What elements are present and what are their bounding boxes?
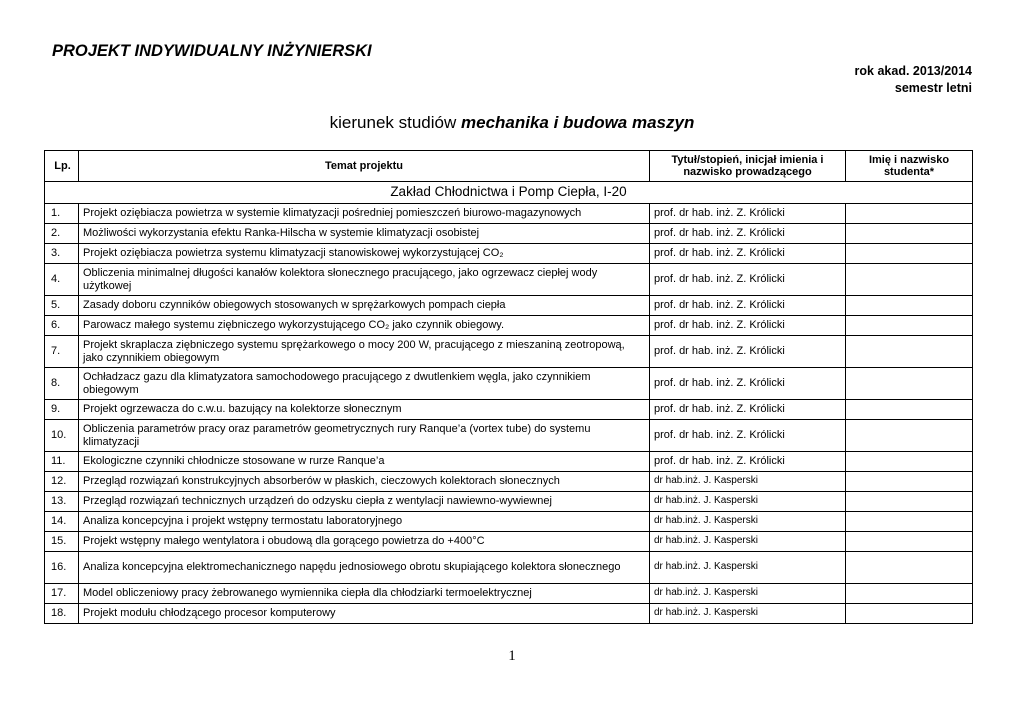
project-topic: Projekt oziębiacza powietrza systemu klimatyzacji stanowiskowej wykorzystującej CO₂ [79, 244, 650, 264]
student-name [846, 400, 973, 420]
table-row [45, 532, 973, 552]
column-header-student: Imię i nazwisko studenta* [846, 151, 973, 182]
field-of-study [0, 113, 1024, 133]
student-name [846, 552, 973, 584]
supervisor-name: prof. dr hab. inż. Z. Królicki [650, 420, 846, 452]
table-row [45, 336, 973, 368]
supervisor-name: prof. dr hab. inż. Z. Królicki [650, 368, 846, 400]
project-topic: Projekt wstępny małego wentylatora i obudową dla gorącego powietrza do +400°C [79, 532, 650, 552]
supervisor-name: dr hab.inż. J. Kasperski [650, 472, 846, 492]
project-topic: Przegląd rozwiązań technicznych urządzeń do odzysku ciepła z wentylacji nawiewno-wywiewnej [79, 492, 650, 512]
table-row [45, 512, 973, 532]
table-row [45, 204, 973, 224]
supervisor-name: prof. dr hab. inż. Z. Królicki [650, 336, 846, 368]
table-row [45, 552, 973, 584]
project-topic: Ochładzacz gazu dla klimatyzatora samochodowego pracującego z dwutlenkiem węgla, jako czynnikiem obiegowym [79, 368, 650, 400]
supervisor-name: dr hab.inż. J. Kasperski [650, 604, 846, 624]
project-topic: Parowacz małego systemu ziębniczego wykorzystującego CO₂ jako czynnik obiegowy. [79, 316, 650, 336]
student-name [846, 532, 973, 552]
row-number: 16. [45, 552, 79, 584]
field-name: mechanika i budowa maszyn [461, 113, 695, 132]
column-header-supervisor: Tytuł/stopień, inicjał imienia i nazwisko prowadzącego [650, 151, 846, 182]
row-number: 15. [45, 532, 79, 552]
project-topic: Obliczenia parametrów pracy oraz parametrów geometrycznych rury Ranque’a (vortex tube) do systemu klimatyzacji [79, 420, 650, 452]
table-body [45, 182, 973, 624]
table-row [45, 368, 973, 400]
table-row [45, 604, 973, 624]
student-name [846, 296, 973, 316]
student-name [846, 420, 973, 452]
row-number: 10. [45, 420, 79, 452]
table-row [45, 584, 973, 604]
supervisor-name: dr hab.inż. J. Kasperski [650, 552, 846, 584]
student-name [846, 224, 973, 244]
supervisor-name: dr hab.inż. J. Kasperski [650, 584, 846, 604]
student-name [846, 316, 973, 336]
row-number: 9. [45, 400, 79, 420]
project-topic: Model obliczeniowy pracy żebrowanego wymiennika ciepła dla chłodziarki termoelektrycznej [79, 584, 650, 604]
academic-info [855, 63, 972, 97]
row-number: 8. [45, 368, 79, 400]
student-name [846, 512, 973, 532]
academic-year: rok akad. 2013/2014 [854, 64, 972, 78]
project-topic: Obliczenia minimalnej długości kanałów kolektora słonecznego pracującego, jako ogrzewacz ciepłej wody użytkowej [79, 264, 650, 296]
row-number: 6. [45, 316, 79, 336]
row-number: 2. [45, 224, 79, 244]
row-number: 12. [45, 472, 79, 492]
project-topic: Ekologiczne czynniki chłodnicze stosowane w rurze Ranque’a [79, 452, 650, 472]
student-name [846, 244, 973, 264]
row-number: 7. [45, 336, 79, 368]
row-number: 13. [45, 492, 79, 512]
project-topic: Analiza koncepcyjna elektromechanicznego napędu jednosiowego obrotu skupiającego kolektora słonecznego [79, 552, 650, 584]
table-row [45, 492, 973, 512]
project-topic: Przegląd rozwiązań konstrukcyjnych absorberów w płaskich, cieczowych kolektorach słonecznych [79, 472, 650, 492]
supervisor-name: prof. dr hab. inż. Z. Królicki [650, 316, 846, 336]
row-number: 3. [45, 244, 79, 264]
row-number: 4. [45, 264, 79, 296]
project-topic: Zasady doboru czynników obiegowych stosowanych w sprężarkowych pompach ciepła [79, 296, 650, 316]
student-name [846, 368, 973, 400]
supervisor-name: prof. dr hab. inż. Z. Królicki [650, 204, 846, 224]
table-header-row [45, 151, 973, 182]
supervisor-name: dr hab.inż. J. Kasperski [650, 512, 846, 532]
project-topic: Możliwości wykorzystania efektu Ranka-Hilscha w systemie klimatyzacji osobistej [79, 224, 650, 244]
row-number: 14. [45, 512, 79, 532]
supervisor-name: prof. dr hab. inż. Z. Królicki [650, 244, 846, 264]
column-header-topic: Temat projektu [79, 151, 650, 182]
column-header-lp: Lp. [45, 151, 79, 182]
project-topic: Analiza koncepcyjna i projekt wstępny termostatu laboratoryjnego [79, 512, 650, 532]
table-row [45, 224, 973, 244]
student-name [846, 492, 973, 512]
student-name [846, 452, 973, 472]
field-prefix: kierunek studiów [329, 113, 457, 132]
student-name [846, 264, 973, 296]
student-name [846, 472, 973, 492]
supervisor-name: dr hab.inż. J. Kasperski [650, 532, 846, 552]
row-number: 11. [45, 452, 79, 472]
page-number: 1 [508, 648, 516, 664]
table-row [45, 472, 973, 492]
table-row [45, 244, 973, 264]
department-row [45, 182, 973, 204]
supervisor-name: prof. dr hab. inż. Z. Królicki [650, 224, 846, 244]
supervisor-name: prof. dr hab. inż. Z. Królicki [650, 264, 846, 296]
supervisor-name: dr hab.inż. J. Kasperski [650, 492, 846, 512]
table-row [45, 296, 973, 316]
row-number: 18. [45, 604, 79, 624]
project-topic: Projekt oziębiacza powietrza w systemie klimatyzacji pośredniej pomieszczeń biurowo-magazynowych [79, 204, 650, 224]
projects-table [44, 150, 973, 624]
student-name [846, 584, 973, 604]
project-topic: Projekt modułu chłodzącego procesor komputerowy [79, 604, 650, 624]
supervisor-name: prof. dr hab. inż. Z. Królicki [650, 400, 846, 420]
table-row [45, 400, 973, 420]
project-topic: Projekt ogrzewacza do c.w.u. bazujący na kolektorze słonecznym [79, 400, 650, 420]
student-name [846, 336, 973, 368]
student-name [846, 204, 973, 224]
supervisor-name: prof. dr hab. inż. Z. Królicki [650, 452, 846, 472]
department-name: Zakład Chłodnictwa i Pomp Ciepła, I-20 [45, 182, 973, 204]
row-number: 1. [45, 204, 79, 224]
table-row [45, 452, 973, 472]
supervisor-name: prof. dr hab. inż. Z. Królicki [650, 296, 846, 316]
student-name [846, 604, 973, 624]
row-number: 5. [45, 296, 79, 316]
row-number: 17. [45, 584, 79, 604]
table-row [45, 420, 973, 452]
table-row [45, 316, 973, 336]
document-title: PROJEKT INDYWIDUALNY INŻYNIERSKI [52, 42, 372, 60]
table-row [45, 264, 973, 296]
semester: semestr letni [894, 81, 972, 95]
project-topic: Projekt skraplacza ziębniczego systemu sprężarkowego o mocy 200 W, pracującego z mieszaniną zeotropową, jako czynnikiem obiegowym [79, 336, 650, 368]
